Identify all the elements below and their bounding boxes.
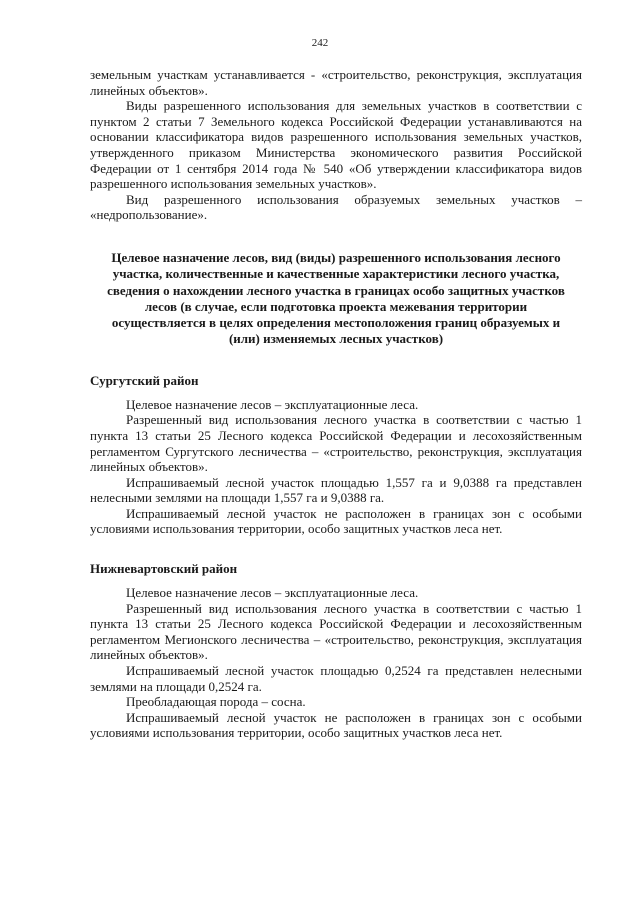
nizhnevartovsk-paragraph: Преобладающая порода – сосна.: [126, 694, 306, 710]
intro-paragraph-continuation: земельным участкам устанавливается - «строительство, реконструкция, эксплуатация линейных объектов».: [90, 67, 582, 98]
section-title-nizhnevartovsk: Нижневартовский район: [90, 561, 238, 577]
nizhnevartovsk-paragraph: Испрашиваемый лесной участок площадью 0,2524 га представлен нелесными землями на площади 0,2524 га.: [90, 663, 582, 694]
surgut-paragraph: Разрешенный вид использования лесного участка в соответствии с частью 1 пункта 13 статьи 25 Лесного кодекса Российской Федерации и лесохозяйственным регламентом Сургутского лесничества – «строительство, реконструкция, эксплуатация линейных объектов».: [90, 412, 582, 475]
section-title-surgut: Сургутский район: [90, 372, 199, 388]
nizhnevartovsk-paragraph: Испрашиваемый лесной участок не расположен в границах зон с особыми условиями использования территории, особо защитных участков леса нет.: [90, 709, 582, 741]
intro-paragraph-usage-kind: Вид разрешенного использования образуемых земельных участков – «недропользование».: [90, 191, 582, 223]
surgut-paragraph: Целевое назначение лесов – эксплуатационные леса.: [126, 396, 419, 412]
nizhnevartovsk-paragraph: Целевое назначение лесов – эксплуатационные леса.: [126, 585, 419, 601]
main-heading: Целевое назначение лесов, вид (виды) разрешенного использования лесного участка, количественные и качественные характеристики лесного участка, сведения о нахождении лесного участка в границах особо защитных участков лесов (в случае, если подготовка проекта межевания территории осуществляется в целях определения местоположения границ образуемых и (или) изменяемых лесных участков): [107, 249, 565, 347]
surgut-paragraph: Испрашиваемый лесной участок площадью 1,557 га и 9,0388 га представлен нелесными землями на площади 1,557 га и 9,0388 га.: [90, 474, 582, 506]
intro-paragraph-usage-types: Виды разрешенного использования для земельных участков в соответствии с пунктом 2 статьи 7 Земельного кодекса Российской Федерации устанавливаются на основании классификатора видов разрешенного использования земельных участков, утвержденного приказом Министерства экономического развития Российской Федерации от 1 сентября 2014 года № 540 «Об утверждении классификатора видов разрешенного использования земельных участков».: [90, 98, 582, 192]
surgut-paragraph: Испрашиваемый лесной участок не расположен в границах зон с особыми условиями использования территории, особо защитных участков леса нет.: [90, 505, 582, 537]
nizhnevartovsk-paragraph: Разрешенный вид использования лесного участка в соответствии с частью 1 пункта 13 статьи 25 Лесного кодекса Российской Федерации и лесохозяйственным регламентом Мегионского лесничества – «строительство, реконструкция, эксплуатация линейных объектов».: [90, 600, 582, 663]
page-number: 242: [311, 37, 329, 49]
document-body: [90, 67, 582, 741]
